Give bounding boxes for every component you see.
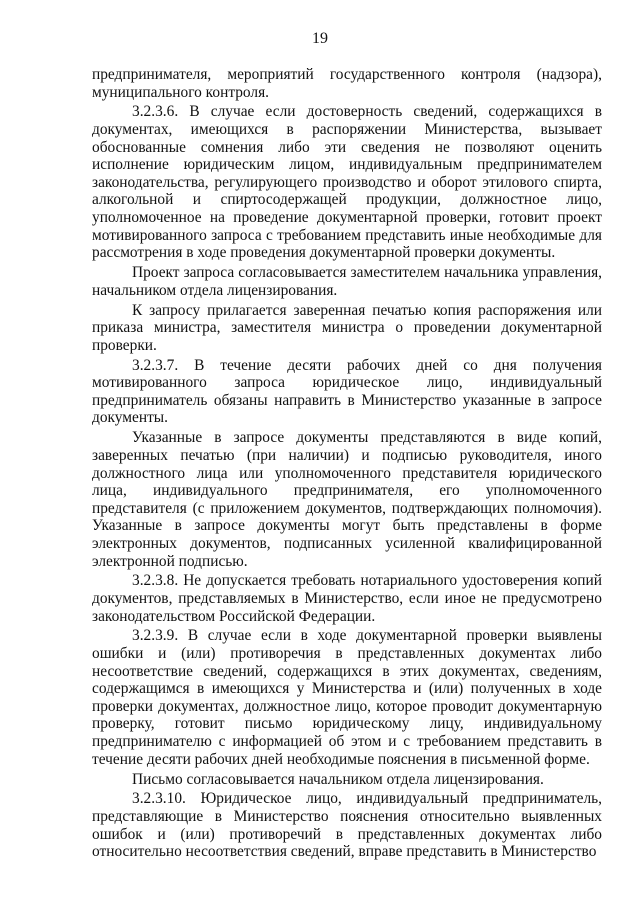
- paragraph-3-2-3-6: 3.2.3.6. В случае если достоверность сведений, содержащихся в документах, имеющихся в распоряжении Министерства, вызывает обоснованные сомнения либо эти сведения не позволяют оценить исполнение юридическим лицом, индивидуальным предпринимателем законодательства, регулирующего производство и оборот этилового спирта, алкогольной и спиртосодержащей продукции, должностное лицо, уполномоченное на проведение документарной проверки, готовит проект мотивированного запроса с требованием представить иные необходимые для рассмотрения в ходе проведения документарной проверки документы.: [92, 103, 602, 262]
- page-number: 19: [312, 30, 328, 47]
- paragraph-documents-copies: Указанные в запросе документы представляются в виде копий, заверенных печатью (при наличии) и подписью руководителя, иного должностного лица или уполномоченного представителя юридического лица, индивидуального предпринимателя, его уполномоченного представителя (с приложением документов, подтверждающих полномочия). Указанные в запросе документы могут быть представлены в форме электронных документов, подписанных усиленной квалифицированной электронной подписью.: [92, 429, 602, 570]
- paragraph-3-2-3-8: 3.2.3.8. Не допускается требовать нотариального удостоверения копий документов, представляемых в Министерство, если иное не предусмотрено законодательством Российской Федерации.: [92, 572, 602, 625]
- paragraph-3-2-3-10: 3.2.3.10. Юридическое лицо, индивидуальный предприниматель, представляющие в Министерство пояснения относительно выявленных ошибок и (или) противоречий в представленных документах либо относительно несоответствия сведений, вправе представить в Министерство: [92, 790, 602, 861]
- paragraph-continuation: предпринимателя, мероприятий государственного контроля (надзора), муниципального контроля.: [92, 66, 602, 101]
- paragraph-request-attachment: К запросу прилагается заверенная печатью копия распоряжения или приказа министра, заместителя министра о проведении документарной проверки.: [92, 301, 602, 354]
- paragraph-3-2-3-7: 3.2.3.7. В течение десяти рабочих дней со дня получения мотивированного запроса юридическое лицо, индивидуальный предприниматель обязаны направить в Министерство указанные в запросе документы.: [92, 356, 602, 427]
- document-body: [92, 66, 602, 863]
- paragraph-request-approval: Проект запроса согласовывается заместителем начальника управления, начальником отдела лицензирования.: [92, 264, 602, 299]
- paragraph-letter-approval: Письмо согласовывается начальником отдела лицензирования.: [132, 770, 544, 788]
- paragraph-3-2-3-9: 3.2.3.9. В случае если в ходе документарной проверки выявлены ошибки и (или) противоречия в представленных документах либо несоответствие сведений, содержащихся в этих документах, сведениям, содержащимся в имеющихся у Министерства и (или) полученных в ходе проверки документах, должностное лицо, которое проводит документарную проверку, готовит письмо юридическому лицу, индивидуальному предпринимателю с информацией об этом и с требованием представить в течение десяти рабочих дней необходимые пояснения в письменной форме.: [92, 627, 602, 768]
